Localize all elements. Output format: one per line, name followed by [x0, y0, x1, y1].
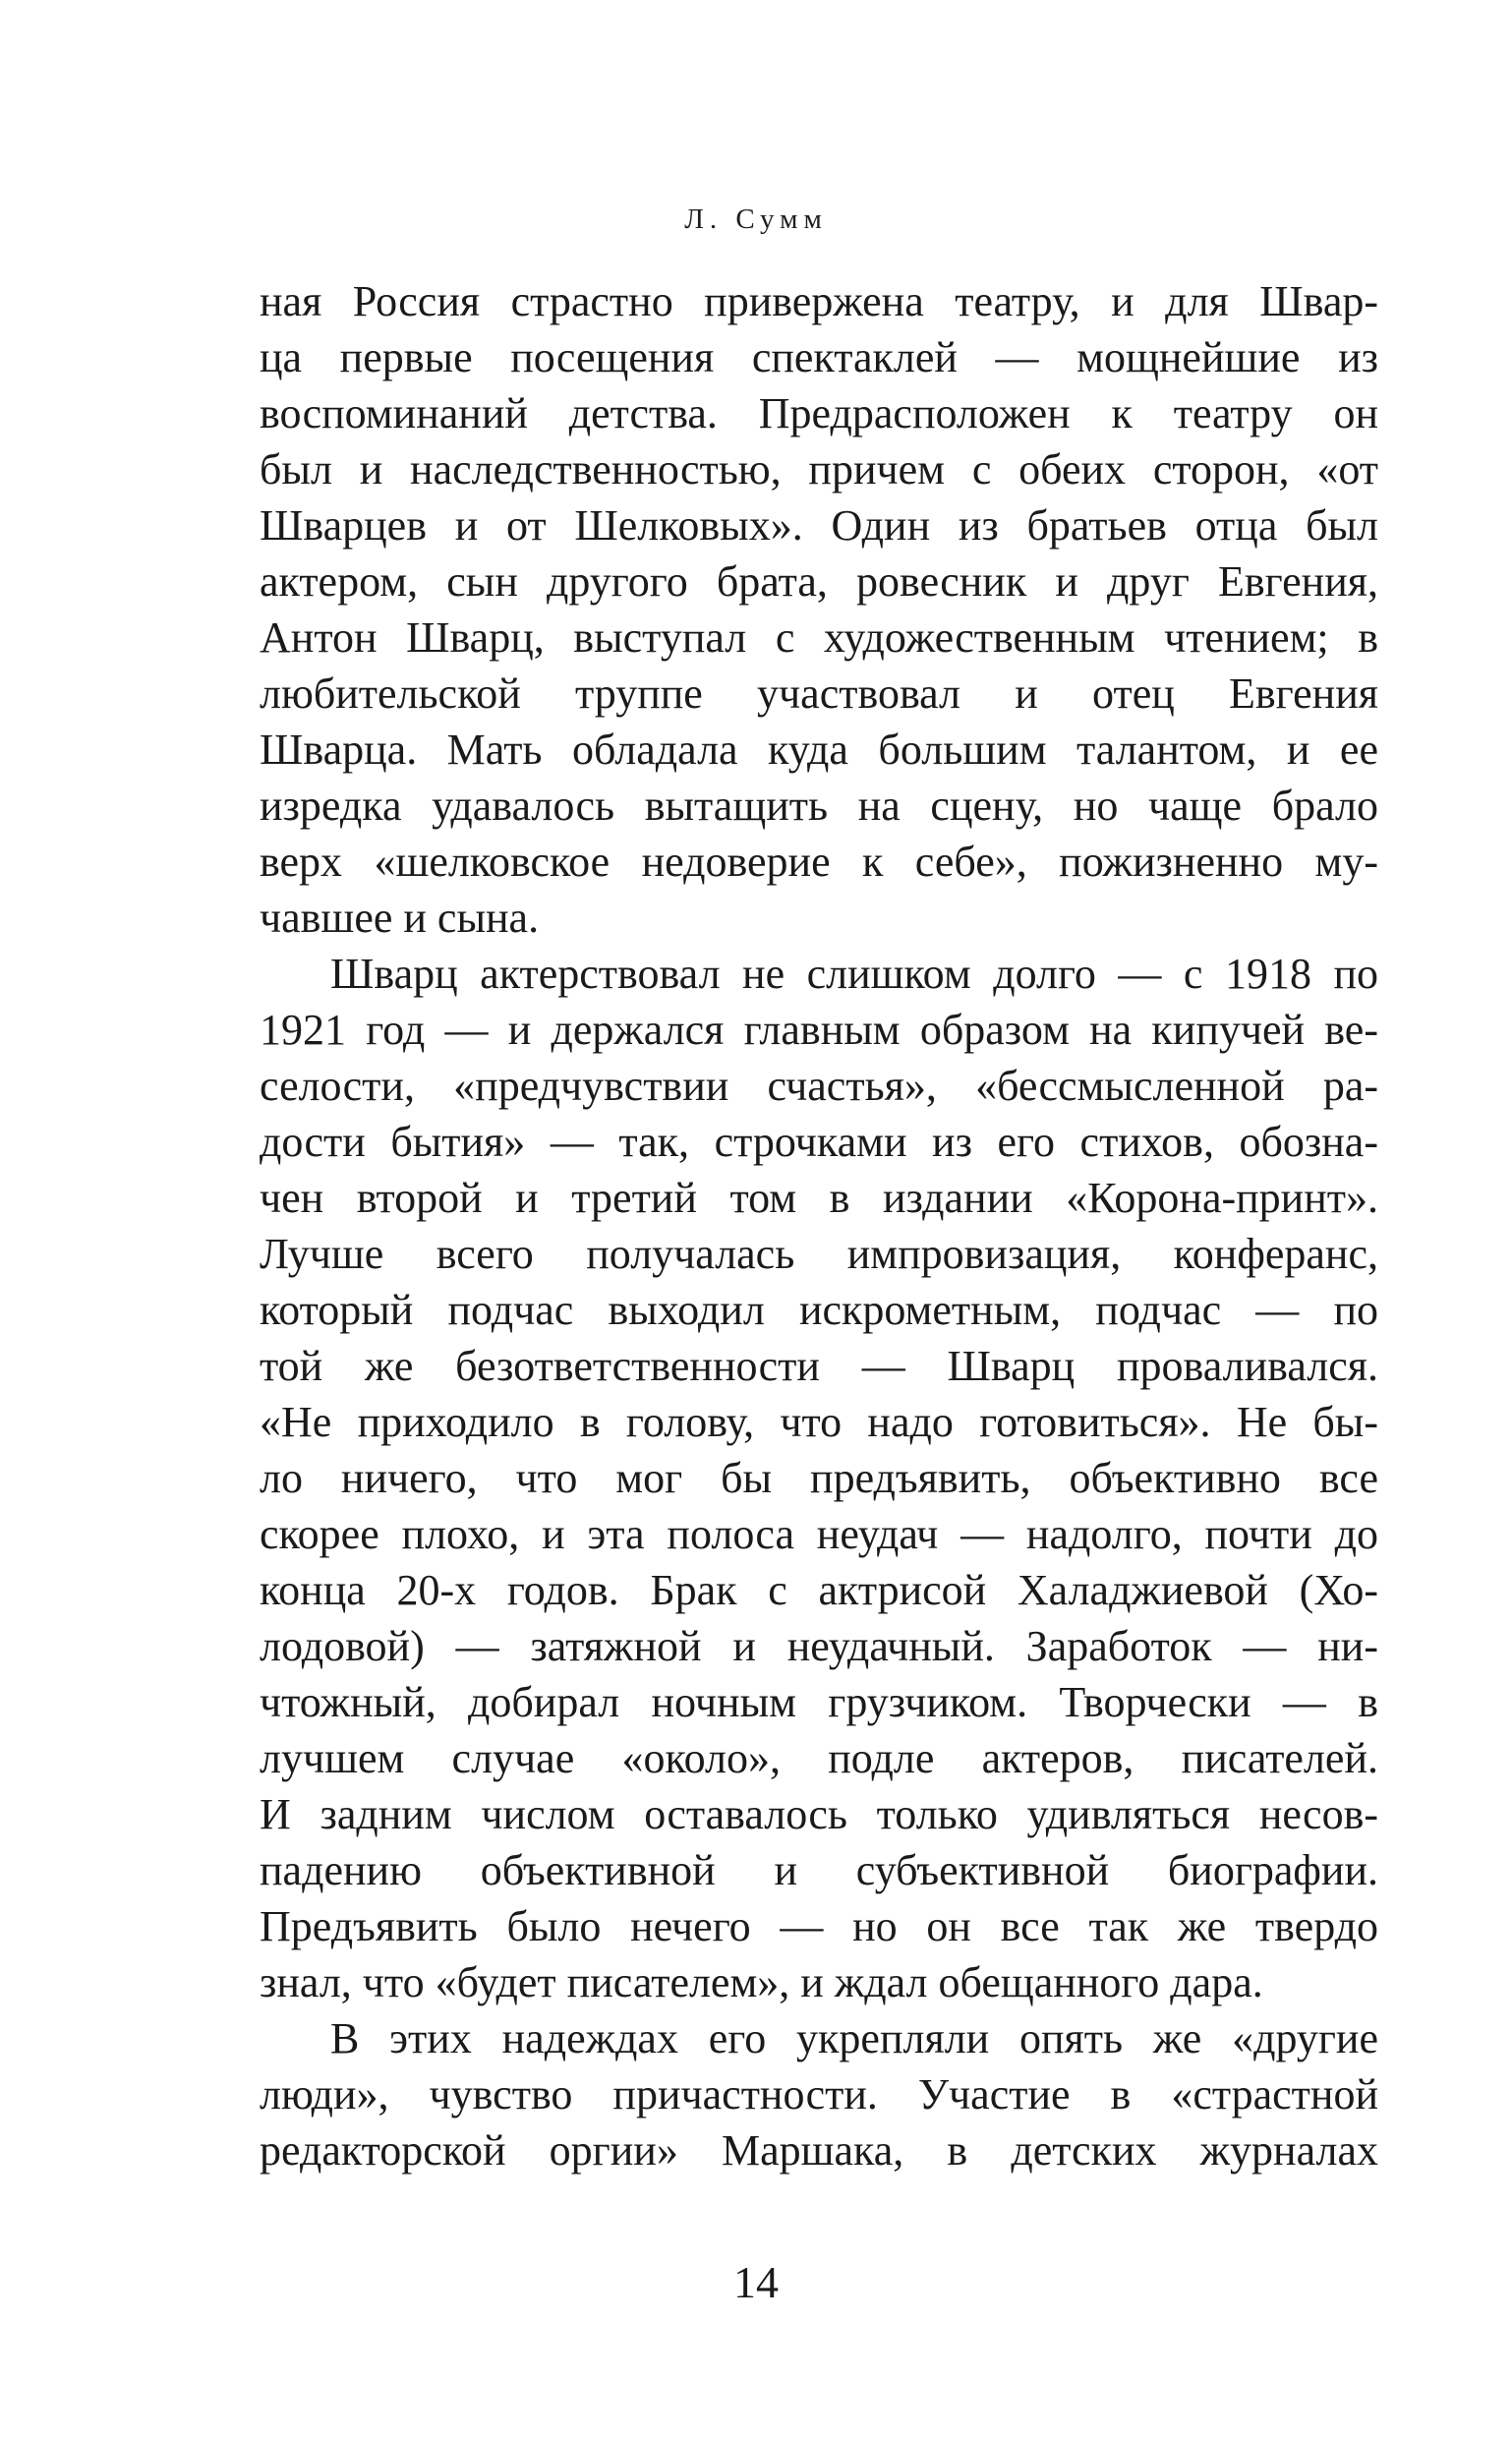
paragraph-first-line: Шварц актерствовал не слишком долго — с 1918 по — [330, 950, 1378, 998]
text-line: лодовой) — затяжной и неудачный. Заработок — ни- — [260, 1622, 1378, 1670]
text-line: воспоминаний детства. Предрасположен к театру он — [260, 389, 1378, 437]
text-line: был и наследственностью, причем с обеих сторон, «от — [260, 445, 1378, 493]
text-line: актером, сын другого брата, ровесник и друг Евгения, — [260, 557, 1378, 606]
text-line: люди», чувство причастности. Участие в «страстной — [260, 2070, 1378, 2118]
text-line: скорее плохо, и эта полоса неудач — надолго, почти до — [260, 1510, 1378, 1558]
text-line: чавшее и сына. — [260, 894, 540, 942]
text-line: Шварца. Мать обладала куда большим талантом, и ее — [260, 725, 1378, 774]
text-line: «Не приходило в голову, что надо готовиться». Не бы- — [260, 1398, 1378, 1446]
body-text — [260, 273, 1378, 2178]
text-line: любительской труппе участвовал и отец Евгения — [260, 669, 1378, 718]
page-number: 14 — [733, 2257, 779, 2307]
text-line: чтожный, добирал ночным грузчиком. Творчески — в — [260, 1678, 1378, 1726]
text-line: ло ничего, что мог бы предъявить, объективно все — [260, 1454, 1378, 1502]
text-line: Шварцев и от Шелковых». Один из братьев отца был — [260, 501, 1378, 550]
text-line: редакторской оргии» Маршака, в детских журналах — [260, 2126, 1378, 2175]
text-line: той же безответственности — Шварц проваливался. — [260, 1342, 1378, 1390]
text-line: Предъявить было нечего — но он все так же твердо — [260, 1902, 1378, 1950]
text-line: ная Россия страстно привержена театру, и для Швар- — [260, 277, 1378, 325]
text-line: изредка удавалось вытащить на сцену, но чаще брало — [260, 782, 1378, 830]
text-line: лучшем случае «около», подле актеров, писателей. — [260, 1734, 1378, 1782]
text-line: И задним числом оставалось только удивляться несов- — [260, 1790, 1378, 1838]
text-line: конца 20-х годов. Брак с актрисой Халаджиевой (Хо- — [260, 1566, 1378, 1614]
text-line: дости бытия» — так, строчками из его стихов, обозна- — [260, 1118, 1378, 1166]
text-line: Антон Шварц, выступал с художественным чтением; в — [260, 613, 1378, 662]
paragraph-first-line: В этих надеждах его укрепляли опять же «другие — [330, 2014, 1378, 2062]
text-line: 1921 год — и держался главным образом на кипучей ве- — [260, 1006, 1378, 1054]
text-line: падению объективной и субъективной биографии. — [260, 1846, 1378, 1894]
text-line: верх «шелковское недоверие к себе», пожизненно му- — [260, 838, 1378, 886]
running-head: Л. Сумм — [684, 203, 828, 235]
text-line: который подчас выходил искрометным, подчас — по — [260, 1286, 1378, 1334]
text-line: Лучше всего получалась импровизация, конферанс, — [260, 1230, 1378, 1278]
text-line: селости, «предчувствии счастья», «бессмысленной ра- — [260, 1062, 1378, 1110]
text-line: знал, что «будет писателем», и ждал обещанного дара. — [260, 1958, 1263, 2006]
text-line: ца первые посещения спектаклей — мощнейшие из — [260, 333, 1378, 381]
text-line: чен второй и третий том в издании «Корона-принт». — [260, 1174, 1378, 1222]
